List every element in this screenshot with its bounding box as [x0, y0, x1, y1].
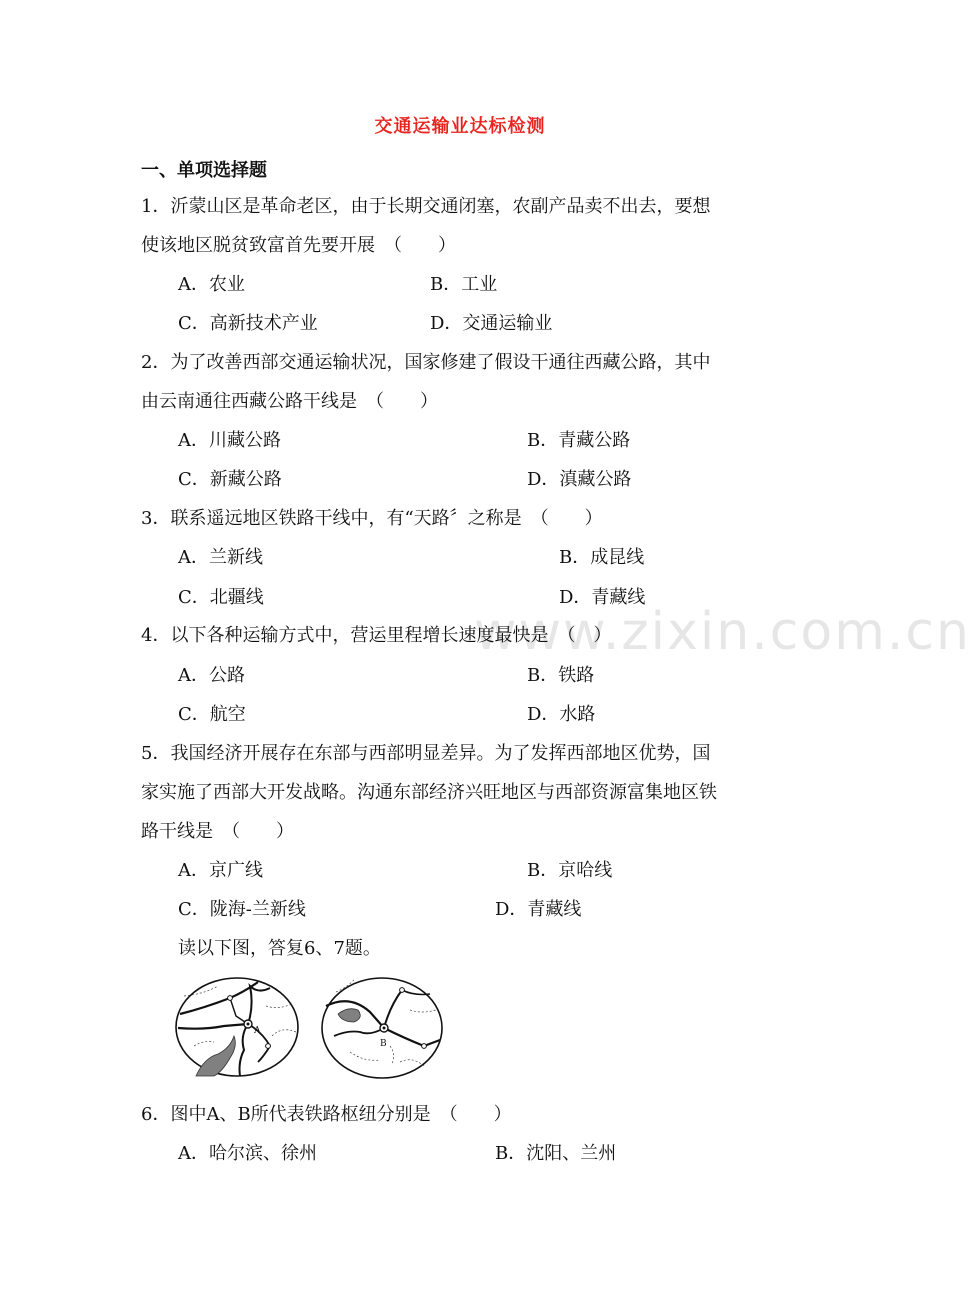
map-b	[320, 976, 444, 1080]
q2-option-b: B．青藏公路	[527, 430, 631, 451]
map-b-label: B	[380, 1039, 387, 1049]
q6-option-b: B．沈阳、兰州	[495, 1143, 617, 1164]
question-5-line-3: 路干线是 （ ）	[141, 821, 294, 842]
q3-option-c: C．北疆线	[178, 587, 264, 608]
figure-intro: 读以下图，答复6、7题。	[178, 938, 381, 959]
q4-option-d: D．水路	[527, 704, 596, 725]
q4-option-b: B．铁路	[527, 665, 595, 686]
section-heading: 一、单项选择题	[141, 160, 267, 181]
question-4-line-1: 4．以下各种运输方式中，营运里程增长速度最快是 （ ）	[141, 625, 612, 646]
watermark: www.zixin.com.cn	[474, 602, 971, 662]
q1-option-c: C．高新技术产业	[178, 313, 318, 334]
q1-option-b: B．工业	[430, 274, 498, 295]
q5-option-d: D．青藏线	[495, 899, 582, 920]
question-5-line-2: 家实施了西部大开发战略。沟通东部经济兴旺地区与西部资源富集地区铁	[141, 782, 717, 803]
question-2-line-2: 由云南通往西藏公路干线是 （ ）	[141, 391, 438, 412]
q2-option-a: A．川藏公路	[178, 430, 281, 451]
q4-option-a: A．公路	[178, 665, 245, 686]
q3-option-d: D．青藏线	[559, 587, 646, 608]
question-5-line-1: 5．我国经济开展存在东部与西部明显差异。为了发挥西部地区优势，国	[141, 743, 711, 764]
question-1-line-2: 使该地区脱贫致富首先要开展 （ ）	[141, 235, 456, 256]
q5-option-c: C．陇海-兰新线	[178, 899, 306, 920]
q1-option-d: D．交通运输业	[430, 313, 553, 334]
document-title: 交通运输业达标检测	[374, 116, 546, 137]
map-a	[174, 976, 300, 1078]
q3-option-a: A．兰新线	[178, 547, 263, 568]
q3-option-b: B．成昆线	[559, 547, 645, 568]
question-1-line-1: 1．沂蒙山区是革命老区，由于长期交通闭塞，农副产品卖不出去，要想	[141, 196, 711, 217]
question-6-line-1: 6．图中A、B所代表铁路枢纽分别是 （ ）	[141, 1104, 512, 1125]
q5-option-a: A．京广线	[178, 860, 263, 881]
question-2-line-1: 2．为了改善西部交通运输状况，国家修建了假设干通往西藏公路，其中	[141, 352, 711, 373]
q2-option-c: C．新藏公路	[178, 469, 282, 490]
q1-option-a: A．农业	[178, 274, 245, 295]
q6-option-a: A．哈尔滨、徐州	[178, 1143, 317, 1164]
q5-option-b: B．京哈线	[527, 860, 613, 881]
question-3-line-1: 3．联系遥远地区铁路干线中，有“天路〞之称是 （ ）	[141, 508, 603, 529]
q4-option-c: C．航空	[178, 704, 246, 725]
map-a-label: A	[254, 1026, 261, 1036]
q2-option-d: D．滇藏公路	[527, 469, 632, 490]
